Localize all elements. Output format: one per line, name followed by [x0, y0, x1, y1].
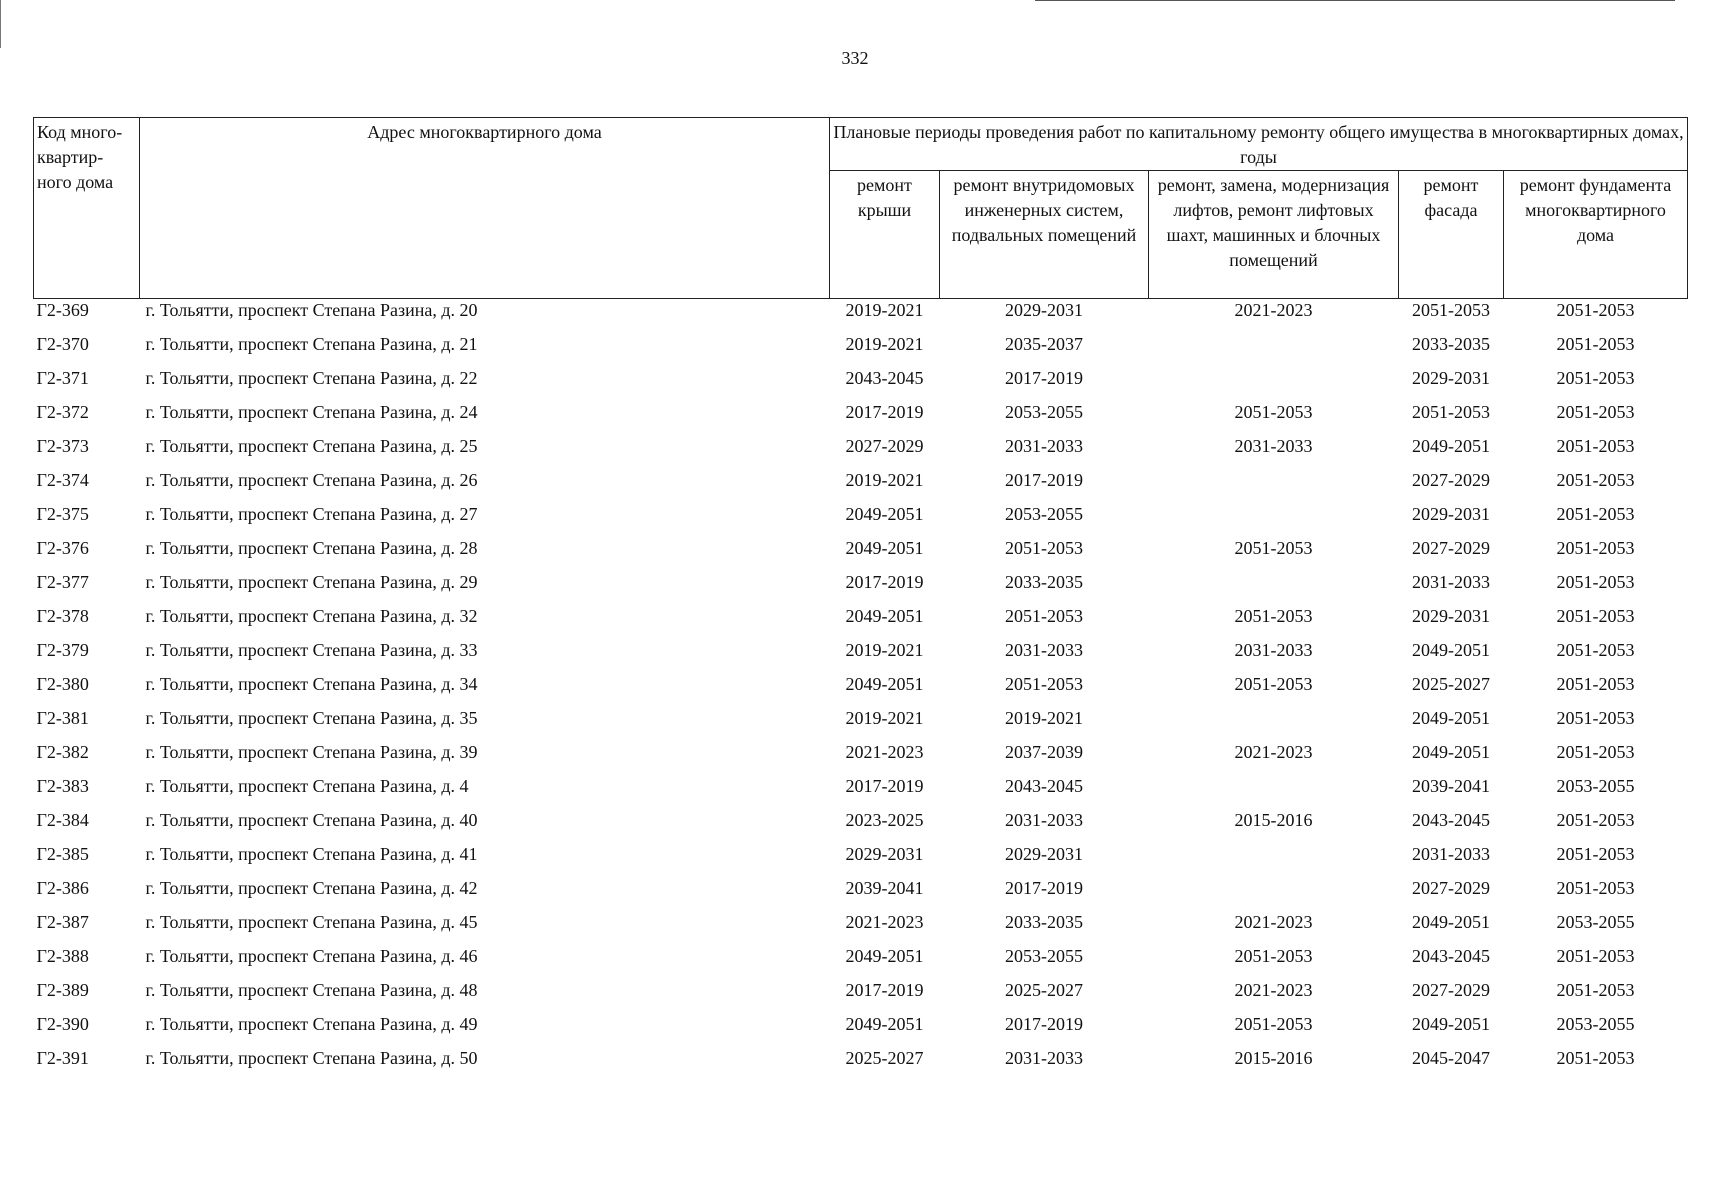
cell-facade: 2033-2035 [1412, 334, 1490, 354]
cell-foundation: 2053-2055 [1556, 1014, 1635, 1034]
header-address: Адрес многоквартирного дома [140, 118, 830, 299]
cell-facade: 2031-2033 [1412, 844, 1490, 864]
header-code: Код много-квартир-ного дома [34, 118, 140, 299]
cell-code: Г2-384 [36, 810, 89, 830]
cell-address: г. Тольятти, проспект Степана Разина, д. 25 [145, 436, 478, 456]
cell-address: г. Тольятти, проспект Степана Разина, д. 45 [145, 912, 478, 932]
cell-roof: 2049-2051 [845, 504, 924, 524]
cell-code: Г2-380 [36, 674, 89, 694]
table-row [34, 843, 1688, 877]
cell-roof: 2049-2051 [845, 674, 924, 694]
cell-roof: 2017-2019 [845, 980, 924, 1000]
repair-schedule-table [33, 117, 1688, 1081]
cell-address: г. Тольятти, проспект Степана Разина, д. 42 [145, 878, 478, 898]
header-facade: ремонт фасада [1399, 171, 1504, 299]
cell-engineering: 2017-2019 [1005, 368, 1083, 388]
cell-lifts: 2021-2023 [1234, 742, 1313, 762]
cell-code: Г2-385 [36, 844, 89, 864]
cell-engineering: 2053-2055 [1005, 504, 1083, 524]
cell-roof: 2039-2041 [845, 878, 924, 898]
cell-foundation: 2051-2053 [1556, 368, 1635, 388]
header-roof: ремонт крыши [830, 171, 940, 299]
table-row [34, 673, 1688, 707]
table-row [34, 537, 1688, 571]
table-row [34, 809, 1688, 843]
cell-roof: 2019-2021 [845, 640, 924, 660]
cell-lifts: 2031-2033 [1234, 640, 1313, 660]
cell-lifts: 2021-2023 [1234, 300, 1313, 320]
cell-foundation: 2051-2053 [1556, 402, 1635, 422]
cell-code: Г2-377 [36, 572, 89, 592]
cell-foundation: 2051-2053 [1556, 470, 1635, 490]
cell-lifts [1149, 469, 1399, 503]
header-periods-group: Плановые периоды проведения работ по капитальному ремонту общего имущества в многоквартирных домах, годы [830, 118, 1688, 171]
cell-address: г. Тольятти, проспект Степана Разина, д. 39 [145, 742, 478, 762]
table-row [34, 945, 1688, 979]
cell-foundation: 2051-2053 [1556, 640, 1635, 660]
cell-address: г. Тольятти, проспект Степана Разина, д. 40 [145, 810, 478, 830]
cell-lifts [1149, 877, 1399, 911]
cell-facade: 2029-2031 [1412, 504, 1490, 524]
cell-code: Г2-386 [36, 878, 89, 898]
table-row [34, 1013, 1688, 1047]
table-row [34, 571, 1688, 605]
cell-code: Г2-387 [36, 912, 89, 932]
cell-address: г. Тольятти, проспект Степана Разина, д. 24 [145, 402, 478, 422]
cell-foundation: 2051-2053 [1556, 810, 1635, 830]
cell-engineering: 2053-2055 [1005, 946, 1083, 966]
cell-foundation: 2051-2053 [1556, 504, 1635, 524]
cell-address: г. Тольятти, проспект Степана Разина, д. 46 [145, 946, 478, 966]
cell-roof: 2049-2051 [845, 946, 924, 966]
cell-facade: 2049-2051 [1412, 640, 1490, 660]
cell-engineering: 2043-2045 [1005, 776, 1083, 796]
cell-code: Г2-391 [36, 1048, 89, 1068]
table-header [34, 118, 1688, 299]
cell-facade: 2029-2031 [1412, 606, 1490, 626]
table-row [34, 639, 1688, 673]
cell-engineering: 2017-2019 [1005, 878, 1083, 898]
cell-facade: 2043-2045 [1412, 946, 1490, 966]
table-body [34, 299, 1688, 1082]
cell-lifts: 2031-2033 [1234, 436, 1313, 456]
header-lifts: ремонт, замена, модернизация лифтов, ремонт лифтовых шахт, машинных и блочных помещений [1149, 171, 1399, 299]
cell-roof: 2017-2019 [845, 572, 924, 592]
cell-address: г. Тольятти, проспект Степана Разина, д. 48 [145, 980, 478, 1000]
cell-roof: 2019-2021 [845, 708, 924, 728]
cell-engineering: 2017-2019 [1005, 470, 1083, 490]
cell-lifts [1149, 571, 1399, 605]
cell-foundation: 2051-2053 [1556, 606, 1635, 626]
cell-foundation: 2051-2053 [1556, 980, 1635, 1000]
cell-code: Г2-375 [36, 504, 89, 524]
cell-foundation: 2051-2053 [1556, 742, 1635, 762]
cell-roof: 2029-2031 [845, 844, 924, 864]
cell-address: г. Тольятти, проспект Степана Разина, д. 28 [145, 538, 478, 558]
cell-roof: 2027-2029 [845, 436, 924, 456]
cell-engineering: 2031-2033 [1005, 640, 1083, 660]
cell-roof: 2049-2051 [845, 1014, 924, 1034]
cell-engineering: 2019-2021 [1005, 708, 1083, 728]
cell-address: г. Тольятти, проспект Степана Разина, д. 41 [145, 844, 478, 864]
cell-foundation: 2051-2053 [1556, 708, 1635, 728]
cell-lifts [1149, 843, 1399, 877]
cell-code: Г2-381 [36, 708, 89, 728]
cell-lifts: 2051-2053 [1234, 402, 1313, 422]
cell-facade: 2025-2027 [1412, 674, 1490, 694]
table-row [34, 605, 1688, 639]
cell-lifts: 2051-2053 [1234, 946, 1313, 966]
cell-lifts [1149, 707, 1399, 741]
cell-engineering: 2029-2031 [1005, 844, 1083, 864]
cell-roof: 2049-2051 [845, 538, 924, 558]
cell-roof: 2025-2027 [845, 1048, 924, 1068]
cell-facade: 2049-2051 [1412, 1014, 1490, 1034]
table-row [34, 1047, 1688, 1081]
cell-facade: 2029-2031 [1412, 368, 1490, 388]
cell-facade: 2031-2033 [1412, 572, 1490, 592]
cell-code: Г2-382 [36, 742, 89, 762]
cell-address: г. Тольятти, проспект Степана Разина, д. 32 [145, 606, 478, 626]
cell-address: г. Тольятти, проспект Степана Разина, д. 34 [145, 674, 478, 694]
cell-address: г. Тольятти, проспект Степана Разина, д. 21 [145, 334, 478, 354]
cell-facade: 2027-2029 [1412, 538, 1490, 558]
cell-roof: 2043-2045 [845, 368, 924, 388]
header-engineering: ремонт внутридомовых инженерных систем, подвальных помещений [940, 171, 1149, 299]
cell-engineering: 2053-2055 [1005, 402, 1083, 422]
cell-foundation: 2051-2053 [1556, 334, 1635, 354]
scan-artifact-edge [0, 0, 1, 48]
table-row [34, 741, 1688, 775]
table-row [34, 367, 1688, 401]
cell-code: Г2-379 [36, 640, 89, 660]
cell-facade: 2043-2045 [1412, 810, 1490, 830]
cell-address: г. Тольятти, проспект Степана Разина, д. 50 [145, 1048, 478, 1068]
cell-lifts: 2051-2053 [1234, 538, 1313, 558]
cell-address: г. Тольятти, проспект Степана Разина, д. 20 [145, 300, 478, 320]
cell-code: Г2-369 [36, 300, 89, 320]
cell-foundation: 2051-2053 [1556, 878, 1635, 898]
cell-lifts: 2015-2016 [1234, 1048, 1313, 1068]
cell-roof: 2049-2051 [845, 606, 924, 626]
cell-engineering: 2017-2019 [1005, 1014, 1083, 1034]
cell-roof: 2023-2025 [845, 810, 924, 830]
cell-engineering: 2031-2033 [1005, 810, 1083, 830]
cell-facade: 2045-2047 [1412, 1048, 1490, 1068]
cell-foundation: 2051-2053 [1556, 300, 1635, 320]
scan-artifact-line [1035, 0, 1675, 1]
cell-code: Г2-371 [36, 368, 89, 388]
cell-facade: 2049-2051 [1412, 436, 1490, 456]
cell-code: Г2-373 [36, 436, 89, 456]
cell-lifts: 2021-2023 [1234, 912, 1313, 932]
cell-address: г. Тольятти, проспект Степана Разина, д. 26 [145, 470, 478, 490]
cell-address: г. Тольятти, проспект Степана Разина, д. 49 [145, 1014, 478, 1034]
cell-facade: 2027-2029 [1412, 470, 1490, 490]
page-number: 332 [841, 48, 869, 68]
cell-roof: 2017-2019 [845, 402, 924, 422]
cell-facade: 2051-2053 [1412, 402, 1490, 422]
cell-lifts: 2015-2016 [1234, 810, 1313, 830]
cell-roof: 2021-2023 [845, 912, 924, 932]
table-row [34, 503, 1688, 537]
cell-lifts [1149, 775, 1399, 809]
cell-address: г. Тольятти, проспект Степана Разина, д. 29 [145, 572, 478, 592]
cell-address: г. Тольятти, проспект Степана Разина, д. 27 [145, 504, 478, 524]
cell-roof: 2017-2019 [845, 776, 924, 796]
cell-foundation: 2051-2053 [1556, 436, 1635, 456]
cell-address: г. Тольятти, проспект Степана Разина, д. 35 [145, 708, 478, 728]
cell-code: Г2-390 [36, 1014, 89, 1034]
cell-facade: 2027-2029 [1412, 980, 1490, 1000]
cell-facade: 2027-2029 [1412, 878, 1490, 898]
cell-foundation: 2051-2053 [1556, 946, 1635, 966]
table-row [34, 469, 1688, 503]
cell-roof: 2019-2021 [845, 334, 924, 354]
cell-foundation: 2051-2053 [1556, 844, 1635, 864]
cell-foundation: 2053-2055 [1556, 912, 1635, 932]
cell-engineering: 2033-2035 [1005, 912, 1083, 932]
cell-address: г. Тольятти, проспект Степана Разина, д. 22 [145, 368, 478, 388]
cell-engineering: 2033-2035 [1005, 572, 1083, 592]
cell-foundation: 2051-2053 [1556, 538, 1635, 558]
cell-lifts: 2021-2023 [1234, 980, 1313, 1000]
cell-address: г. Тольятти, проспект Степана Разина, д. 4 [145, 776, 469, 796]
cell-lifts: 2051-2053 [1234, 1014, 1313, 1034]
table-row [34, 401, 1688, 435]
cell-facade: 2049-2051 [1412, 742, 1490, 762]
cell-facade: 2051-2053 [1412, 300, 1490, 320]
cell-code: Г2-389 [36, 980, 89, 1000]
cell-lifts [1149, 503, 1399, 537]
cell-lifts [1149, 333, 1399, 367]
cell-engineering: 2025-2027 [1005, 980, 1083, 1000]
cell-code: Г2-383 [36, 776, 89, 796]
cell-foundation: 2051-2053 [1556, 572, 1635, 592]
cell-code: Г2-376 [36, 538, 89, 558]
cell-facade: 2049-2051 [1412, 708, 1490, 728]
cell-address: г. Тольятти, проспект Степана Разина, д. 33 [145, 640, 478, 660]
table-row [34, 299, 1688, 334]
table-row [34, 435, 1688, 469]
cell-foundation: 2051-2053 [1556, 674, 1635, 694]
table-row [34, 911, 1688, 945]
cell-lifts: 2051-2053 [1234, 606, 1313, 626]
cell-engineering: 2051-2053 [1005, 606, 1083, 626]
cell-code: Г2-370 [36, 334, 89, 354]
table-row [34, 979, 1688, 1013]
table-row [34, 707, 1688, 741]
cell-code: Г2-372 [36, 402, 89, 422]
cell-engineering: 2031-2033 [1005, 436, 1083, 456]
cell-facade: 2039-2041 [1412, 776, 1490, 796]
cell-roof: 2021-2023 [845, 742, 924, 762]
cell-engineering: 2035-2037 [1005, 334, 1083, 354]
table-row [34, 877, 1688, 911]
cell-facade: 2049-2051 [1412, 912, 1490, 932]
cell-roof: 2019-2021 [845, 300, 924, 320]
cell-engineering: 2029-2031 [1005, 300, 1083, 320]
cell-roof: 2019-2021 [845, 470, 924, 490]
cell-engineering: 2031-2033 [1005, 1048, 1083, 1068]
cell-lifts [1149, 367, 1399, 401]
cell-engineering: 2037-2039 [1005, 742, 1083, 762]
cell-code: Г2-378 [36, 606, 89, 626]
cell-foundation: 2053-2055 [1556, 776, 1635, 796]
cell-lifts: 2051-2053 [1234, 674, 1313, 694]
cell-engineering: 2051-2053 [1005, 538, 1083, 558]
header-foundation: ремонт фундамента многоквартирного дома [1504, 171, 1688, 299]
cell-engineering: 2051-2053 [1005, 674, 1083, 694]
cell-code: Г2-388 [36, 946, 89, 966]
cell-code: Г2-374 [36, 470, 89, 490]
cell-foundation: 2051-2053 [1556, 1048, 1635, 1068]
table-row [34, 333, 1688, 367]
table-row [34, 775, 1688, 809]
